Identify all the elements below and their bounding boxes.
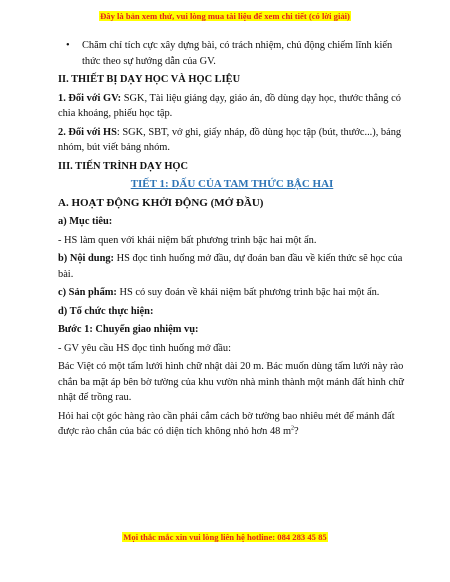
section-3-heading: III. TIẾN TRÌNH DẠY HỌC bbox=[58, 160, 189, 172]
gv-text: SGK, Tài liệu giảng dạy, giáo án, đồ dùng dạy học, thước thẳng có chia khoảng, phiếu học tập. bbox=[58, 92, 401, 119]
content-text: HS đọc tình huống mở đầu, dự đoán ban đầu về kiến thức sẽ học của bài. bbox=[58, 253, 403, 280]
preview-banner-text: Đây là bản xem thử, vui lòng mua tài liệu để xem chi tiết (có lời giải) bbox=[100, 11, 350, 21]
section-2-heading: II. THIẾT BỊ DẠY HỌC VÀ HỌC LIỆU bbox=[58, 74, 241, 85]
bullet-icon: • bbox=[66, 40, 70, 51]
gv-paragraph bbox=[58, 91, 406, 122]
hotline-footer bbox=[0, 532, 450, 542]
hs-paragraph bbox=[58, 125, 406, 156]
content-label: b) Nội dung: bbox=[58, 253, 115, 264]
step1-heading: Bước 1: Chuyển giao nhiệm vụ: bbox=[58, 324, 199, 335]
document-body bbox=[58, 38, 406, 443]
product-label: c) Sản phẩm: bbox=[58, 287, 117, 298]
gv-label: 1. Đối với GV: bbox=[58, 92, 122, 104]
goal-heading: a) Mục tiêu: bbox=[58, 216, 113, 227]
step1-line: - GV yêu cầu HS đọc tình huống mở đầu: bbox=[58, 342, 231, 354]
content-paragraph bbox=[58, 251, 406, 282]
question-superscript: 2 bbox=[291, 425, 295, 432]
bullet-item bbox=[58, 38, 406, 69]
lesson-title: TIẾT 1: DẤU CỦA TAM THỨC BẬC HAI bbox=[130, 178, 334, 190]
situation-paragraph: Bác Việt có một tấm lưới hình chữ nhật dài 20 m. Bác muốn dùng tấm lưới này rào chắn ba mặt áp bên bờ tường của khu vườn nhà mình thành một mảnh đất hình chữ nhật để trồng rau. bbox=[58, 361, 404, 403]
preview-banner bbox=[0, 11, 450, 21]
question-end: ? bbox=[294, 426, 299, 437]
goal-text: - HS làm quen với khái niệm bất phương trình bậc hai một ẩn. bbox=[58, 234, 317, 246]
activity-heading: A. HOẠT ĐỘNG KHỞI ĐỘNG (MỞ ĐẦU) bbox=[58, 196, 264, 209]
product-paragraph bbox=[58, 285, 406, 301]
hs-label: 2. Đối với HS bbox=[58, 126, 117, 138]
bullet-text: Chăm chỉ tích cực xây dựng bài, có trách nhiệm, chủ động chiếm lĩnh kiến thức theo sự hướng dẫn của GV. bbox=[82, 40, 393, 67]
hs-text: : SGK, SBT, vở ghi, giấy nháp, đồ dùng học tập (bút, thước...), bảng nhóm, bút viết bảng nhóm. bbox=[58, 126, 402, 153]
product-text: HS có suy đoán về khái niệm bất phương trình bậc hai một ẩn. bbox=[116, 287, 380, 298]
org-heading: d) Tổ chức thực hiện: bbox=[58, 305, 154, 317]
hotline-footer-text: Mọi thắc mắc xin vui lòng liên hệ hotline: 084 283 45 85 bbox=[123, 532, 327, 542]
question-paragraph bbox=[58, 409, 406, 440]
question-text: Hỏi hai cột góc hàng rào cần phải cắm cách bờ tường bao nhiêu mét để mảnh đất được rào chắn của bác có diện tích không nhỏ hơn 48 m bbox=[58, 410, 395, 437]
